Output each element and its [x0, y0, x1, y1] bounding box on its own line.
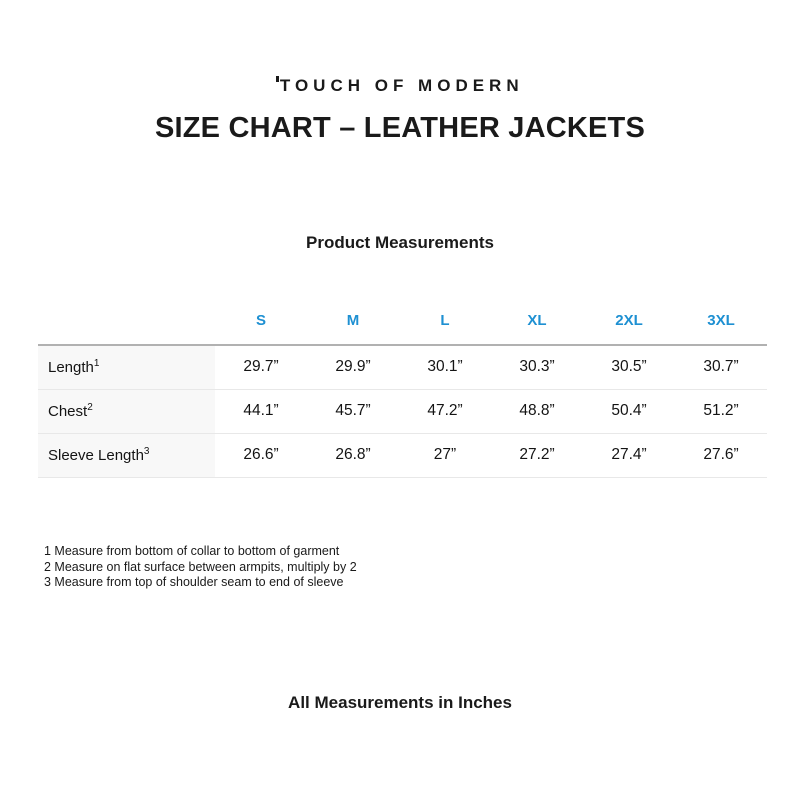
footnote-marker: 2 — [87, 401, 93, 413]
table-row — [38, 433, 767, 477]
measurement-value: 27.6” — [675, 433, 767, 477]
table-body — [38, 345, 767, 477]
logo-tick-icon — [276, 76, 279, 82]
brand-logo-text: TOUCH OF MODERN — [279, 76, 524, 95]
footnote-line: 1 Measure from bottom of collar to bottom of garment — [44, 544, 340, 558]
size-column-header: L — [399, 303, 491, 345]
row-label: Length$^1$ — [38, 345, 215, 389]
corner-cell — [38, 303, 215, 345]
measurement-value: 29.7” — [215, 345, 307, 389]
footnote-line: 2 Measure on flat surface between armpits, multiply by 2 — [44, 559, 357, 574]
page-title: SIZE CHART – LEATHER JACKETS — [154, 112, 646, 144]
measurement-value: 51.2” — [675, 389, 767, 433]
size-table — [38, 303, 767, 478]
size-column-header: M — [307, 303, 399, 345]
table-subtitle: Product Measurements — [306, 233, 494, 252]
measurement-value: 27” — [399, 433, 491, 477]
footnote-marker: 3 — [143, 445, 150, 457]
measurement-value: 47.2” — [399, 389, 491, 433]
row-label: Sleeve Length$^3$ — [38, 433, 215, 477]
measurement-value: 30.3” — [491, 345, 583, 389]
footnote-marker: 1 — [93, 357, 100, 369]
measurement-value: 26.8” — [307, 433, 399, 477]
measurement-value: 27.2” — [491, 433, 583, 477]
measurement-value: 26.6” — [215, 433, 307, 477]
footnote-line: 3 Measure from top of shoulder seam to end of sleeve — [44, 575, 344, 589]
table-row — [38, 345, 767, 389]
measurement-value: 29.9” — [307, 345, 399, 389]
size-column-header: 2XL — [583, 303, 675, 345]
footnotes — [44, 544, 357, 591]
size-column-header: XL — [491, 303, 583, 345]
measurement-value: 48.8” — [491, 389, 583, 433]
measurement-value: 30.1” — [399, 345, 491, 389]
size-column-header: 3XL — [675, 303, 767, 345]
row-label: Chest$^2$ — [38, 389, 215, 433]
brand-logo — [0, 76, 800, 96]
measurement-value: 44.1” — [215, 389, 307, 433]
measurement-value: 45.7” — [307, 389, 399, 433]
measurement-value: 30.7” — [675, 345, 767, 389]
table-header-row — [38, 303, 767, 345]
measurement-value: 50.4” — [583, 389, 675, 433]
measurement-value: 27.4” — [583, 433, 675, 477]
footer-note: All Measurements in Inches — [288, 693, 512, 712]
size-column-header: S — [215, 303, 307, 345]
table-row — [38, 389, 767, 433]
size-table-container — [38, 303, 767, 478]
measurement-value: 30.5” — [583, 345, 675, 389]
